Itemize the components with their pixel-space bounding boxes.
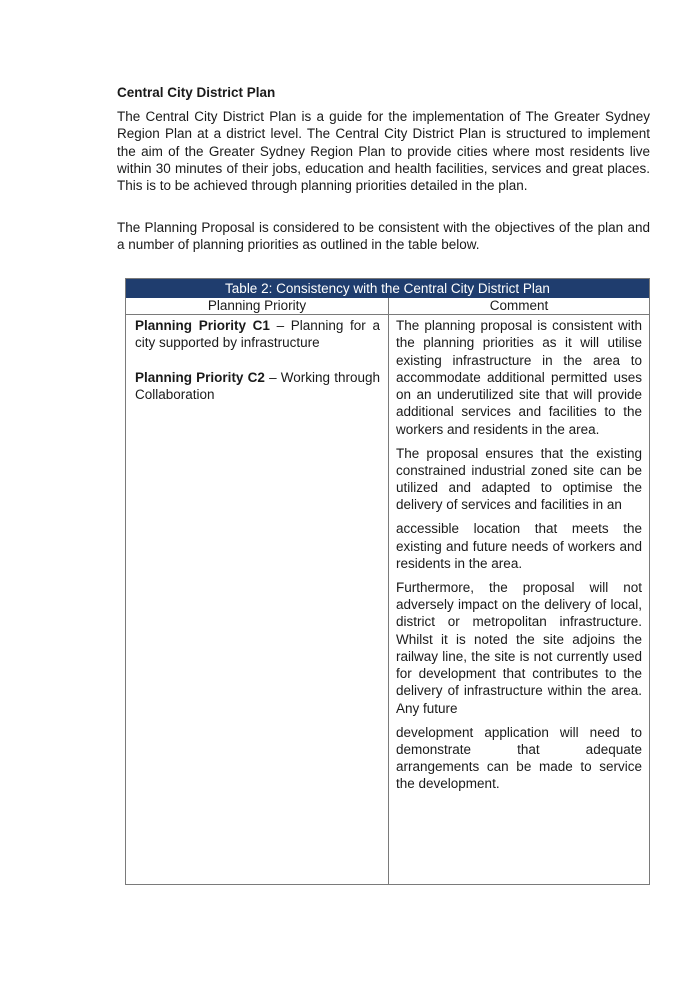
comment-paragraph: The planning proposal is consistent with the planning priorities as it will utilise existing infrastructure in the area to accommodate additional permitted uses on an underutilized site that will provide additional services and facilities to the workers and residents in the area. bbox=[396, 318, 642, 437]
section-heading: Central City District Plan bbox=[117, 85, 276, 100]
column-divider bbox=[388, 298, 389, 884]
priority-text: – Working through Collaboration bbox=[135, 369, 380, 403]
planning-priority-c1 bbox=[135, 317, 380, 352]
priority-text: – Planning for a city supported by infrastructure bbox=[135, 318, 380, 351]
comment-paragraph: Furthermore, the proposal will not adversely impact on the delivery of local, district or metropolitan infrastructure. Whilst it is noted the site adjoins the railway line, the site is not currently used for development that contributes to the delivery of infrastructure within the area. Any future bbox=[396, 579, 642, 716]
comment-cell bbox=[396, 317, 642, 799]
planning-priority-c2 bbox=[135, 369, 380, 404]
comment-paragraph: The proposal ensures that the existing constrained industrial zoned site can be utilized and adapted to optimise the delivery of services and facilities in an bbox=[396, 445, 642, 513]
table-title: Table 2: Consistency with the Central City District Plan bbox=[126, 279, 649, 298]
consistency-table bbox=[125, 278, 650, 885]
column-header-planning-priority: Planning Priority bbox=[126, 298, 388, 315]
priority-label: Planning Priority C1 bbox=[135, 318, 270, 333]
intro-paragraph: The Central City District Plan is a guide for the implementation of The Greater Sydney Region Plan at a district level. The Central City District Plan is structured to implement the aim of the Greater Sydney Region Plan to provide cities where most residents live within 30 minutes of their jobs, education and health facilities, services and great places. This is to be achieved through planning priorities detailed in the plan. bbox=[117, 109, 650, 194]
comment-paragraph: accessible location that meets the existing and future needs of workers and residents in the area. bbox=[396, 521, 642, 571]
planning-priority-cell bbox=[135, 317, 380, 403]
comment-paragraph: development application will need to demonstrate that adequate arrangements can be made to service the development. bbox=[396, 724, 642, 792]
priority-label: Planning Priority C2 bbox=[135, 369, 265, 385]
consistency-paragraph: The Planning Proposal is considered to be consistent with the objectives of the plan and a number of planning priorities as outlined in the table below. bbox=[117, 220, 650, 253]
column-header-comment: Comment bbox=[389, 298, 649, 315]
